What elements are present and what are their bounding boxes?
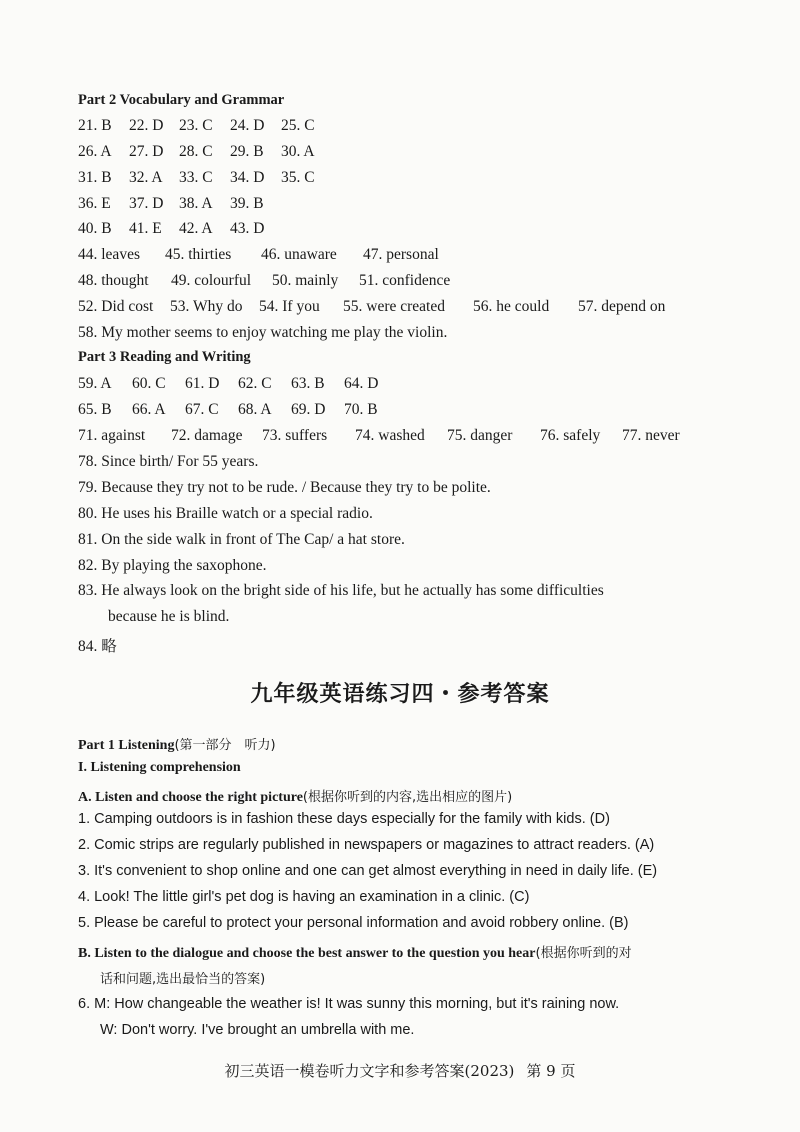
section-b-heading-continued xyxy=(100,968,265,988)
answer-68: 68. A xyxy=(238,401,272,418)
answer-83-continued: because he is blind. xyxy=(108,608,230,625)
answer-50: 50. mainly xyxy=(272,272,339,289)
listening-comprehension-heading: I. Listening comprehension xyxy=(78,760,241,775)
answer-38: 38. A xyxy=(179,195,213,212)
answer-63: 63. B xyxy=(291,375,325,392)
listening-item-3: 3. It's convenient to shop online and one can get almost everything in need in daily life. (E) xyxy=(78,863,658,879)
answer-39: 39. B xyxy=(230,195,264,212)
answer-row xyxy=(78,246,439,264)
answer-23: 23. C xyxy=(179,117,213,134)
answer-48: 48. thought xyxy=(78,272,149,289)
answer-32: 32. A xyxy=(129,169,163,186)
answer-35: 35. C xyxy=(281,169,315,186)
answer-58: 58. My mother seems to enjoy watching me play the violin. xyxy=(78,324,448,341)
part3-heading: Part 3 Reading and Writing xyxy=(78,349,251,365)
section-b-heading-cn-2: 话和问题,选出最恰当的答案) xyxy=(100,972,266,987)
listening-item-4: 4. Look! The little girl's pet dog is having an examination in a clinic. (C) xyxy=(78,889,530,905)
answer-66: 66. A xyxy=(132,401,166,418)
answer-26: 26. A xyxy=(78,143,112,160)
answer-41: 41. E xyxy=(129,220,162,237)
answer-78: 78. Since birth/ For 55 years. xyxy=(78,453,259,470)
answer-row xyxy=(78,272,450,290)
section-a-heading xyxy=(78,786,512,806)
part1-heading xyxy=(78,734,276,754)
page-footer xyxy=(0,1060,800,1081)
answer-54: 54. If you xyxy=(259,298,320,315)
answer-30: 30. A xyxy=(281,143,315,160)
answer-72: 72. damage xyxy=(171,427,243,444)
answer-77: 77. never xyxy=(622,427,680,444)
part1-heading-en: Part 1 Listening xyxy=(78,738,175,753)
answer-34: 34. D xyxy=(230,169,265,186)
answer-59: 59. A xyxy=(78,375,112,392)
section-a-heading-en: A. Listen and choose the right picture xyxy=(78,790,303,805)
footer-title: 初三英语一模卷听力文字和参考答案(2023) xyxy=(224,1062,515,1080)
footer-page-number: 第 9 页 xyxy=(526,1062,576,1080)
answer-64: 64. D xyxy=(344,375,379,392)
answer-61: 61. D xyxy=(185,375,220,392)
answer-53: 53. Why do xyxy=(170,298,243,315)
section-a-heading-cn: (根据你听到的内容,选出相应的图片) xyxy=(302,790,513,805)
answer-46: 46. unaware xyxy=(261,246,337,263)
answer-71: 71. against xyxy=(78,427,146,444)
answer-31: 31. B xyxy=(78,169,112,186)
answer-69: 69. D xyxy=(291,401,326,418)
answer-42: 42. A xyxy=(179,220,213,237)
answer-45: 45. thirties xyxy=(165,246,232,263)
answer-row xyxy=(78,117,315,135)
answer-row xyxy=(78,298,665,316)
answer-row xyxy=(78,195,264,213)
answer-74: 74. washed xyxy=(355,427,425,444)
answer-62: 62. C xyxy=(238,375,272,392)
answer-row xyxy=(78,169,315,187)
answer-36: 36. E xyxy=(78,195,111,212)
answer-65: 65. B xyxy=(78,401,112,418)
answer-row xyxy=(78,143,315,161)
part2-heading: Part 2 Vocabulary and Grammar xyxy=(78,92,285,108)
answer-73: 73. suffers xyxy=(262,427,328,444)
answer-57: 57. depend on xyxy=(578,298,666,315)
answer-60: 60. C xyxy=(132,375,166,392)
answer-76: 76. safely xyxy=(540,427,601,444)
answer-47: 47. personal xyxy=(363,246,439,263)
answer-70: 70. B xyxy=(344,401,378,418)
section-b-heading-cn: (根据你听到的对 xyxy=(535,946,632,961)
answer-row xyxy=(78,427,680,445)
answer-81: 81. On the side walk in front of The Cap/ a hat store. xyxy=(78,531,405,548)
answer-79: 79. Because they try not to be rude. / Because they try to be polite. xyxy=(78,479,491,496)
answer-67: 67. C xyxy=(185,401,219,418)
listening-item-2: 2. Comic strips are regularly published in newspapers or magazines to attract readers. (A) xyxy=(78,837,655,853)
answer-row xyxy=(78,220,264,238)
answer-27: 27. D xyxy=(129,143,164,160)
answer-56: 56. he could xyxy=(473,298,550,315)
answer-row xyxy=(78,375,378,393)
answer-44: 44. leaves xyxy=(78,246,140,263)
answer-37: 37. D xyxy=(129,195,164,212)
answer-75: 75. danger xyxy=(447,427,513,444)
answer-28: 28. C xyxy=(179,143,213,160)
answer-82: 82. By playing the saxophone. xyxy=(78,557,267,574)
answer-49: 49. colourful xyxy=(171,272,252,289)
dialogue-6-man: 6. M: How changeable the weather is! It was sunny this morning, but it's raining now. xyxy=(78,996,620,1012)
listening-item-1: 1. Camping outdoors is in fashion these days especially for the family with kids. (D) xyxy=(78,811,610,827)
part1-heading-cn: (第一部分 听力) xyxy=(174,738,276,753)
section-title: 九年级英语练习四・参考答案 xyxy=(250,682,550,707)
answer-22: 22. D xyxy=(129,117,164,134)
answer-21: 21. B xyxy=(78,117,112,134)
answer-40: 40. B xyxy=(78,220,112,237)
dialogue-6-woman: W: Don't worry. I've brought an umbrella with me. xyxy=(100,1022,415,1038)
section-b-heading-en: B. Listen to the dialogue and choose the best answer to the question you hear xyxy=(78,946,536,961)
answer-55: 55. were created xyxy=(343,298,445,315)
answer-51: 51. confidence xyxy=(359,272,451,289)
answer-29: 29. B xyxy=(230,143,264,160)
answer-83: 83. He always look on the bright side of his life, but he actually has some difficulties xyxy=(78,582,604,599)
answer-52: 52. Did cost xyxy=(78,298,154,315)
answer-24: 24. D xyxy=(230,117,265,134)
section-b-heading xyxy=(78,942,632,962)
answer-row xyxy=(78,401,378,419)
answer-84: 84. 略 xyxy=(78,638,117,655)
answer-25: 25. C xyxy=(281,117,315,134)
answer-80: 80. He uses his Braille watch or a special radio. xyxy=(78,505,373,522)
answer-33: 33. C xyxy=(179,169,213,186)
answer-43: 43. D xyxy=(230,220,265,237)
listening-item-5: 5. Please be careful to protect your personal information and avoid robbery online. (B) xyxy=(78,915,629,931)
